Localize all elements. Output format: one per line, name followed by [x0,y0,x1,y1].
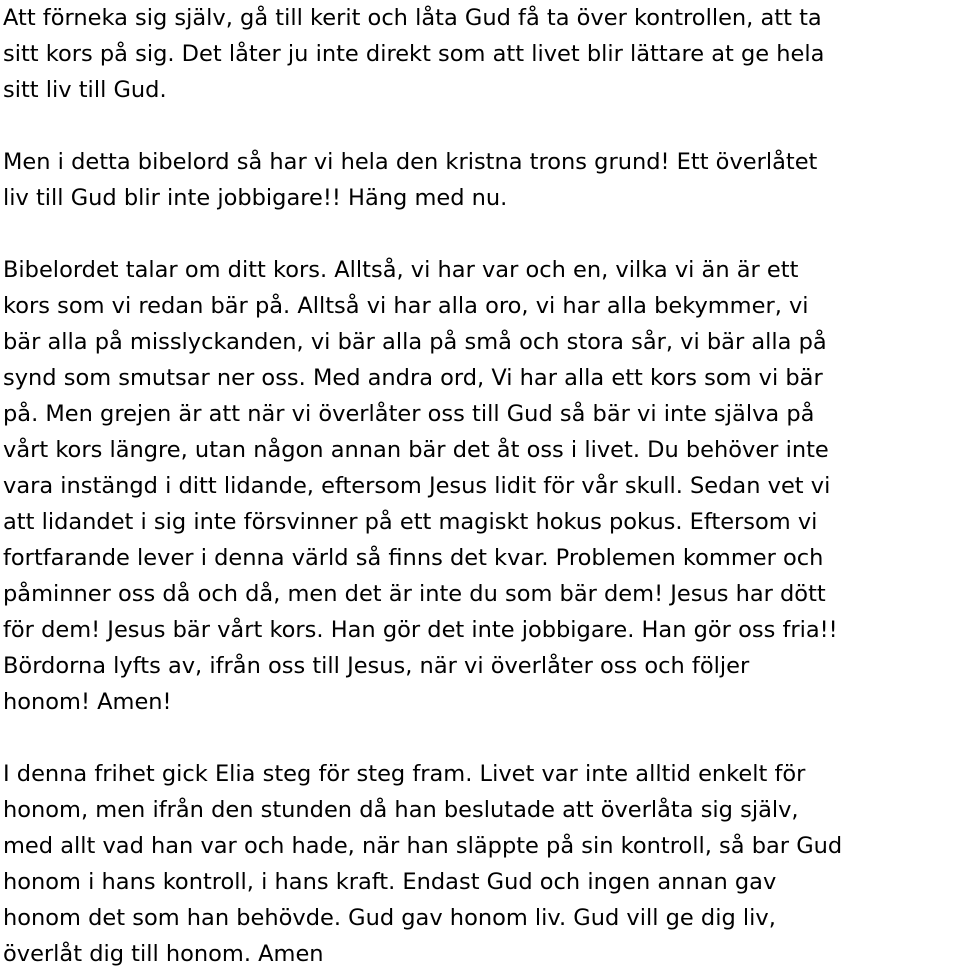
text-line: påminner oss då och då, men det är inte du som bär dem! Jesus har dött [3,581,826,607]
paragraph-4 [3,756,957,972]
text-line: honom det som han behövde. Gud gav honom liv. Gud vill ge dig liv, [3,905,776,931]
paragraph-1 [3,0,957,108]
paragraph-2 [3,144,957,216]
text-line: att lidandet i sig inte försvinner på ett magiskt hokus pokus. Eftersom vi [3,509,818,535]
text-line: synd som smutsar ner oss. Med andra ord, Vi har alla ett kors som vi bär [3,365,823,391]
text-line: vårt kors längre, utan någon annan bär det åt oss i livet. Du behöver inte [3,437,829,463]
text-line: med allt vad han var och hade, när han släppte på sin kontroll, så bar Gud [3,833,843,859]
text-line: honom i hans kontroll, i hans kraft. Endast Gud och ingen annan gav [3,869,777,895]
text-line: I denna frihet gick Elia steg för steg fram. Livet var inte alltid enkelt för [3,761,806,787]
text-line: för dem! Jesus bär vårt kors. Han gör det inte jobbigare. Han gör oss fria!! [3,617,838,643]
text-line: Bördorna lyfts av, ifrån oss till Jesus, när vi överlåter oss och följer [3,653,750,679]
text-line: Att förneka sig själv, gå till kerit och låta Gud få ta över kontrollen, att ta [3,5,822,31]
text-line: sitt liv till Gud. [3,77,167,103]
text-line: på. Men grejen är att när vi överlåter oss till Gud så bär vi inte själva på [3,401,815,427]
text-line: honom, men ifrån den stunden då han beslutade att överlåta sig själv, [3,797,799,823]
text-line: honom! Amen! [3,689,172,715]
text-line: överlåt dig till honom. Amen [3,941,324,967]
text-line: vara instängd i ditt lidande, eftersom Jesus lidit för vår skull. Sedan vet vi [3,473,831,499]
text-line: liv till Gud blir inte jobbigare!! Häng med nu. [3,185,508,211]
text-line: bär alla på misslyckanden, vi bär alla på små och stora sår, vi bär alla på [3,329,827,355]
document-body [3,0,957,972]
text-line: Bibelordet talar om ditt kors. Alltså, vi har var och en, vilka vi än är ett [3,257,799,283]
text-line: sitt kors på sig. Det låter ju inte direkt som att livet blir lättare at ge hela [3,41,825,67]
paragraph-3 [3,252,957,720]
text-line: fortfarande lever i denna värld så finns det kvar. Problemen kommer och [3,545,824,571]
text-line: kors som vi redan bär på. Alltså vi har alla oro, vi har alla bekymmer, vi [3,293,809,319]
text-line: Men i detta bibelord så har vi hela den kristna trons grund! Ett överlåtet [3,149,818,175]
